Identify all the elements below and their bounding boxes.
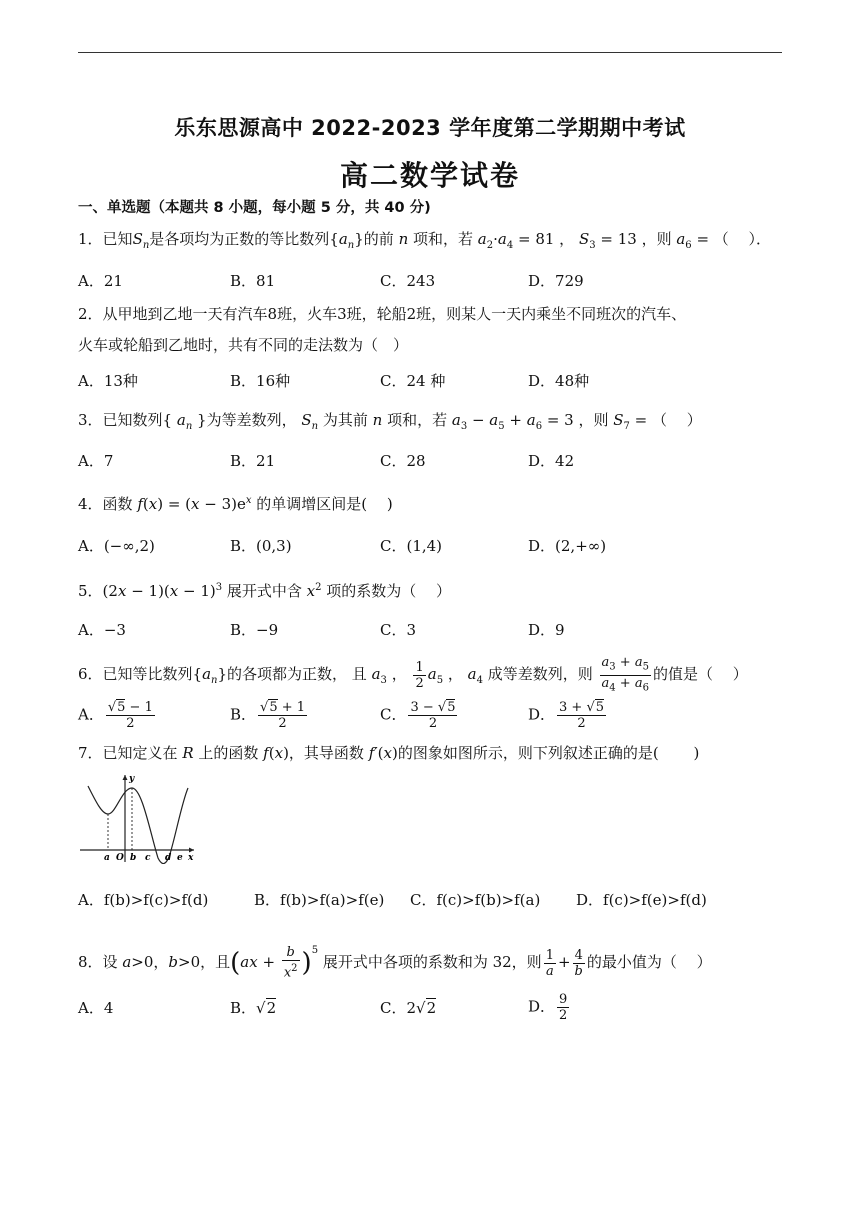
option-d[interactable]: D．729 [528, 272, 584, 290]
question-stem: 已知等比数列$\{a_n\}$的各项都为正数， 且 $a_3$ ， $\frac{1}{2}$ $a_5$ ， $a_4$ 成等差数列，则 $\frac{a_3 + a_5}{a_4 + a_6}$ 的值是（ ） [102, 655, 748, 694]
label-a: a [104, 853, 110, 863]
exam-title: 乐东思源高中 2022-2023 学年度第二学期期中考试 [174, 116, 686, 140]
option-a[interactable]: A．7 [78, 452, 114, 470]
option-b[interactable]: B． $\frac{√5 + 1}{2}$ [230, 700, 306, 731]
option-a[interactable]: A．f(b)>f(c)>f(d) [78, 891, 209, 909]
label-x: x [188, 853, 194, 863]
label-o: O [116, 853, 124, 863]
option-c[interactable]: C．(1,4) [380, 537, 443, 555]
question-number: 4． [78, 495, 103, 513]
option-c[interactable]: C．243 [380, 272, 436, 290]
option-c[interactable]: C．2√2 [380, 999, 437, 1017]
derivative-graph [78, 772, 196, 864]
option-a[interactable]: A．(−∞,2) [78, 537, 155, 555]
exam-subtitle: 高二数学试卷 [339, 159, 520, 192]
option-c[interactable]: C．f(c)>f(b)>f(a) [410, 891, 541, 909]
label-b: b [130, 853, 137, 863]
option-b[interactable]: B．(0,3) [230, 537, 292, 555]
label-d: d [165, 853, 172, 863]
question-number: 1． [78, 230, 103, 248]
options-4 [78, 535, 782, 561]
option-d[interactable]: D．9 [528, 621, 565, 639]
question-3 [78, 409, 702, 438]
option-a[interactable]: A．13种 [78, 372, 138, 390]
question-stem: 已知$S_n$是各项均为正数的等比数列$\{a_n\}$的前 n 项和，若 $a_2\cdot a_4 = 81$ ， $S_3 = 13$ ，则 $a_6$ = （ ）． [102, 230, 772, 251]
options-8 [78, 992, 782, 1026]
question-number: 3． [78, 411, 103, 429]
question-stem: 已知定义在 R 上的函数 f(x)，其导函数 f′(x)的图象如图所示，则下列叙述正确的是( ) [102, 744, 700, 762]
label-c: c [145, 853, 151, 863]
options-7 [78, 889, 782, 915]
derivative-curve [88, 786, 188, 864]
question-2-line2: 火车或轮船到乙地时，共有不同的走法数为（ ） [78, 336, 409, 354]
x-axis-arrow [189, 848, 194, 853]
option-d[interactable]: D．48种 [528, 372, 590, 390]
option-d[interactable]: D． $\frac{3 + √5}{2}$ [528, 700, 605, 731]
option-c[interactable]: C． $\frac{3 - √5}{2}$ [380, 700, 456, 731]
header-rule [78, 52, 782, 53]
question-stem: 函数 $f(x) = (x - 3)e^x$ 的单调增区间是( ) [102, 495, 393, 513]
option-d[interactable]: D．f(c)>f(e)>f(d) [576, 891, 707, 909]
question-stem: 已知数列{ $a_n$ }为等差数列， $S_n$ 为其前 n 项和，若 $a_3 - a_5 + a_6 = 3$ ，则 $S_7$ = （ ） [102, 411, 702, 432]
option-b[interactable]: B．21 [230, 452, 276, 470]
question-stem: 从甲地到乙地一天有汽车8班，火车3班，轮船2班，则某人一天内乘坐不同班次的汽车、 [102, 305, 687, 323]
question-number: 2． [78, 305, 103, 323]
section-heading: 一、单选题（本题共 8 小题，每小题 5 分，共 40 分) [78, 200, 431, 216]
options-2 [78, 370, 782, 396]
option-a[interactable]: A． $\frac{√5 - 1}{2}$ [78, 700, 153, 731]
question-8 [78, 934, 712, 981]
question-5 [78, 577, 451, 602]
option-c[interactable]: C．3 [380, 621, 417, 639]
y-axis-arrow [123, 775, 128, 780]
option-b[interactable]: B．81 [230, 272, 276, 290]
question-stem: 设 a>0，b>0，且(ax + $\frac{b}{x^2}$ )$^5$ 展开式中各项的系数和为 32，则 $\frac{1}{a}$ + $\frac{4}{b}$ 的最小值为（ ） [102, 945, 712, 981]
question-number: 5． [78, 582, 103, 600]
option-c[interactable]: C．24 种 [380, 372, 446, 390]
option-b[interactable]: B．√2 [230, 999, 277, 1017]
question-number: 8． [78, 953, 103, 971]
option-b[interactable]: B．16种 [230, 372, 291, 390]
options-5 [78, 619, 782, 645]
option-d[interactable]: D．42 [528, 452, 575, 470]
question-number: 7． [78, 744, 103, 762]
option-b[interactable]: B．−9 [230, 621, 279, 639]
option-a[interactable]: A．4 [78, 999, 114, 1017]
label-y: y [129, 774, 135, 784]
question-2 [78, 303, 686, 325]
options-6 [78, 700, 782, 736]
option-d[interactable]: D． $\frac{9}{2}$ [528, 992, 568, 1023]
question-4 [78, 490, 393, 515]
question-7 [78, 742, 699, 764]
question-6 [78, 655, 748, 696]
option-a[interactable]: A．−3 [78, 621, 126, 639]
question-1 [78, 228, 771, 257]
question-stem: $(2x - 1)(x - 1)^3$ 展开式中含 $x^2$ 项的系数为（ ） [102, 582, 452, 600]
option-b[interactable]: B．f(b)>f(a)>f(e) [254, 891, 385, 909]
option-c[interactable]: C．28 [380, 452, 426, 470]
label-e: e [177, 853, 183, 863]
options-1 [78, 270, 782, 296]
option-d[interactable]: D．(2,+∞) [528, 537, 607, 555]
option-a[interactable]: A．21 [78, 272, 123, 290]
options-3 [78, 450, 782, 476]
question-number: 6． [78, 665, 103, 684]
